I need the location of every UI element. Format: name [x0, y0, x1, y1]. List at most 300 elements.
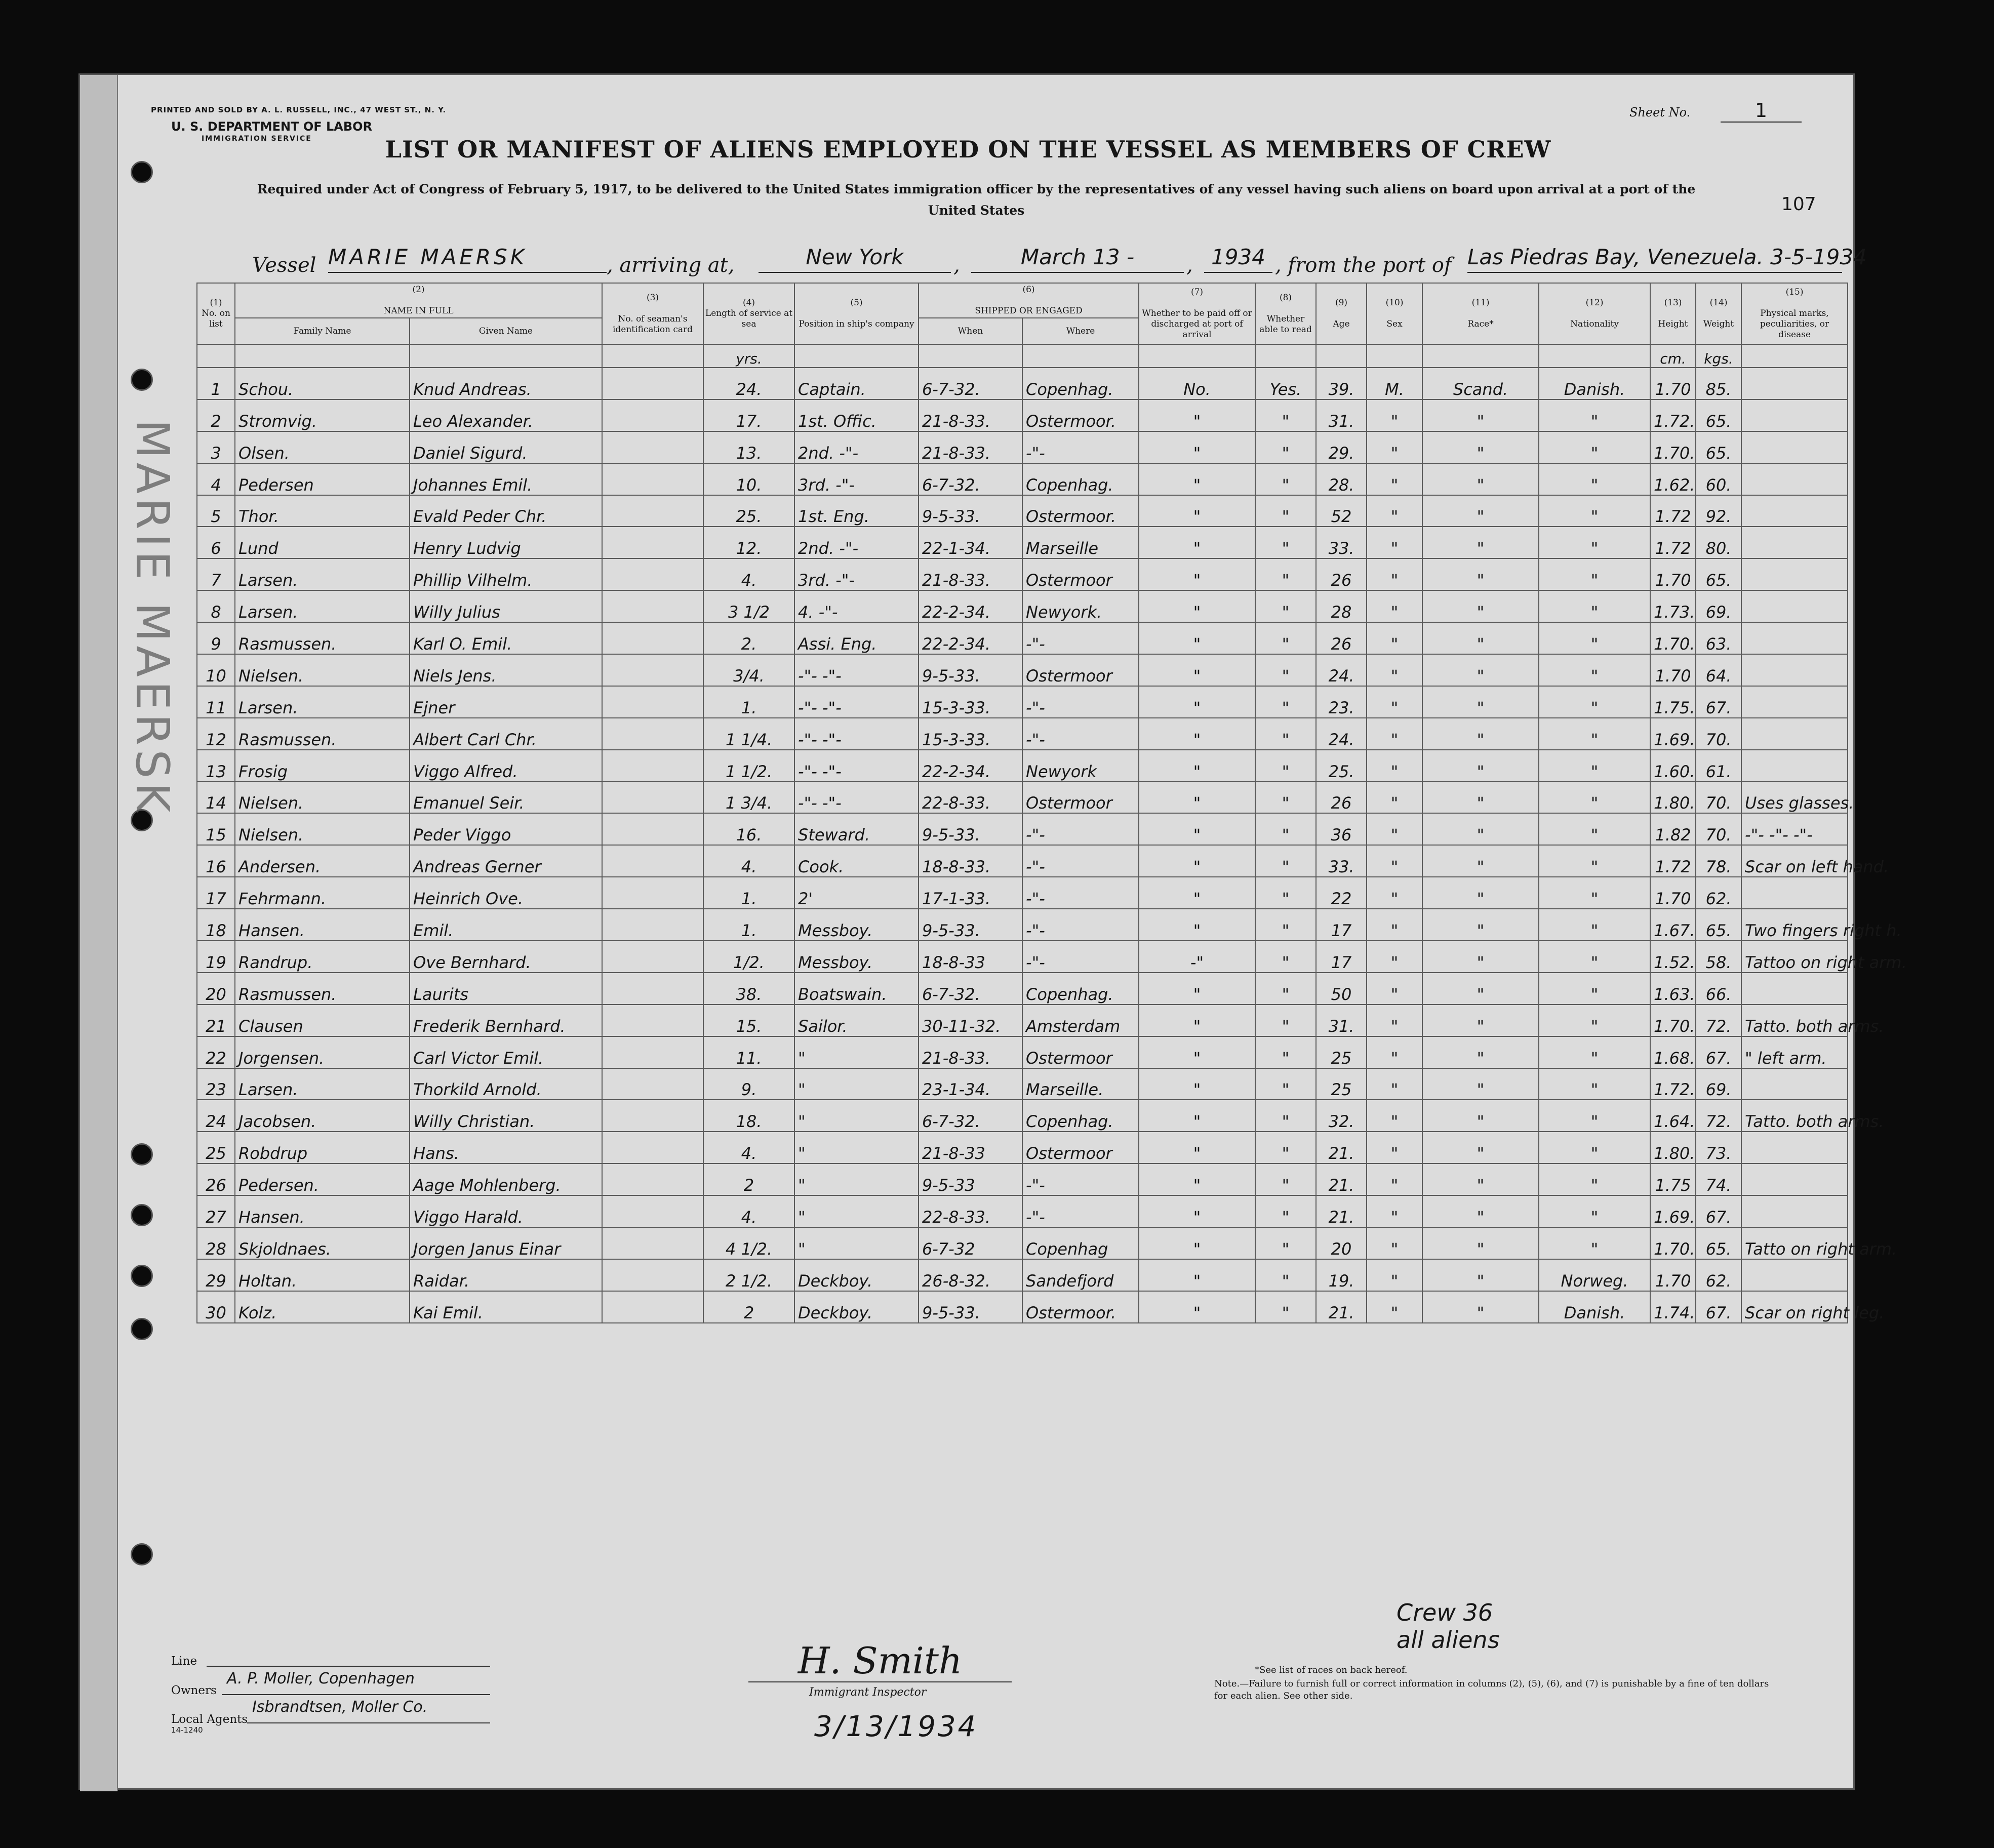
- punch-hole: [131, 369, 153, 391]
- crew-status: all aliens: [1397, 1626, 1500, 1654]
- able-to-read-cell: ": [1255, 399, 1316, 431]
- weight-unit: kgs.: [1696, 344, 1741, 368]
- paid-off-cell: ": [1139, 1132, 1255, 1163]
- sex-cell: ": [1367, 782, 1422, 814]
- arriving-port: New York: [759, 245, 951, 273]
- paid-off-cell: ": [1139, 431, 1255, 463]
- col-14-header: (14) Weight: [1696, 283, 1741, 344]
- shipped-when-cell: 26-8-32.: [919, 1259, 1022, 1291]
- units-cell: [1022, 344, 1139, 368]
- table-row: [197, 750, 1848, 782]
- height-cell: 1.52.: [1650, 941, 1696, 973]
- table-row: [197, 1036, 1848, 1068]
- table-row: [197, 558, 1848, 590]
- age-cell: 17: [1316, 909, 1367, 941]
- age-cell: 21.: [1316, 1291, 1367, 1323]
- nationality-cell: ": [1539, 1163, 1650, 1195]
- nationality-cell: ": [1539, 1195, 1650, 1227]
- col-9-header: (9) Age: [1316, 283, 1367, 344]
- table-row: [197, 782, 1848, 814]
- service-length-cell: 15.: [703, 1005, 794, 1036]
- age-cell: 32.: [1316, 1100, 1367, 1132]
- race-cell: ": [1422, 1259, 1539, 1291]
- weight-cell: 61.: [1696, 750, 1741, 782]
- height-cell: 1.64.: [1650, 1100, 1696, 1132]
- col-10-header: (10) Sex: [1367, 283, 1422, 344]
- weight-cell: 67.: [1696, 1036, 1741, 1068]
- position-cell: Boatswain.: [794, 973, 919, 1005]
- shipped-when-cell: 22-8-33.: [919, 1195, 1022, 1227]
- able-to-read-cell: ": [1255, 1259, 1316, 1291]
- units-cell: [410, 344, 602, 368]
- units-cell: [1741, 344, 1848, 368]
- shipped-when-cell: 18-8-33.: [919, 845, 1022, 877]
- id-card-cell: [602, 1100, 703, 1132]
- crew-table: [196, 283, 1907, 1323]
- able-to-read-cell: ": [1255, 1036, 1316, 1068]
- table-row: [197, 495, 1848, 527]
- units-cell: [1422, 344, 1539, 368]
- shipped-when-cell: 21-8-33: [919, 1132, 1022, 1163]
- id-card-cell: [602, 1259, 703, 1291]
- physical-marks-cell: [1741, 877, 1848, 909]
- service-length-cell: 25.: [703, 495, 794, 527]
- given-name-cell: Emil.: [410, 909, 602, 941]
- units-cell: [1255, 344, 1316, 368]
- id-card-cell: [602, 1068, 703, 1100]
- physical-marks-cell: [1741, 686, 1848, 718]
- service-length-cell: 1 3/4.: [703, 782, 794, 814]
- given-name-header: Given Name: [410, 318, 602, 344]
- sex-cell: ": [1367, 1132, 1422, 1163]
- sex-cell: ": [1367, 750, 1422, 782]
- height-cell: 1.70.: [1650, 622, 1696, 654]
- table-row: [197, 845, 1848, 877]
- nationality-cell: ": [1539, 718, 1650, 750]
- physical-marks-cell: [1741, 495, 1848, 527]
- family-name-cell: Nielsen.: [235, 813, 410, 845]
- row-number-cell: 15: [197, 813, 235, 845]
- able-to-read-cell: ": [1255, 1163, 1316, 1195]
- weight-cell: 69.: [1696, 1068, 1741, 1100]
- physical-marks-cell: [1741, 622, 1848, 654]
- family-name-cell: Olsen.: [235, 431, 410, 463]
- height-cell: 1.70.: [1650, 431, 1696, 463]
- race-cell: ": [1422, 463, 1539, 495]
- physical-marks-cell: [1741, 368, 1848, 399]
- given-name-cell: Willy Christian.: [410, 1100, 602, 1132]
- weight-cell: 69.: [1696, 590, 1741, 622]
- age-cell: 28: [1316, 590, 1367, 622]
- shipped-when-cell: 6-7-32: [919, 1227, 1022, 1259]
- given-name-cell: Niels Jens.: [410, 654, 602, 686]
- physical-marks-cell: -"- -"- -"-: [1741, 813, 1848, 845]
- weight-cell: 70.: [1696, 782, 1741, 814]
- table-row: [197, 1259, 1848, 1291]
- weight-cell: 67.: [1696, 686, 1741, 718]
- weight-cell: 80.: [1696, 527, 1741, 558]
- able-to-read-cell: ": [1255, 1195, 1316, 1227]
- nationality-cell: ": [1539, 1227, 1650, 1259]
- paid-off-cell: ": [1139, 654, 1255, 686]
- nationality-cell: ": [1539, 622, 1650, 654]
- position-cell: ": [794, 1195, 919, 1227]
- agents-label: Local Agents: [171, 1713, 248, 1726]
- nationality-cell: ": [1539, 495, 1650, 527]
- row-number-cell: 21: [197, 1005, 235, 1036]
- weight-cell: 60.: [1696, 463, 1741, 495]
- age-cell: 36: [1316, 813, 1367, 845]
- able-to-read-cell: ": [1255, 1132, 1316, 1163]
- physical-marks-cell: [1741, 750, 1848, 782]
- nationality-cell: ": [1539, 845, 1650, 877]
- physical-marks-cell: [1741, 1259, 1848, 1291]
- shipped-where-cell: Copenhag: [1022, 1227, 1139, 1259]
- shipped-when-cell: 9-5-33.: [919, 1291, 1022, 1323]
- position-cell: Messboy.: [794, 909, 919, 941]
- row-number-cell: 19: [197, 941, 235, 973]
- height-cell: 1.70: [1650, 877, 1696, 909]
- shipped-where-cell: Ostermoor: [1022, 1132, 1139, 1163]
- family-name-cell: Larsen.: [235, 686, 410, 718]
- col-2-header: (2) NAME IN FULL: [235, 283, 602, 318]
- sex-cell: ": [1367, 527, 1422, 558]
- given-name-cell: Peder Viggo: [410, 813, 602, 845]
- shipped-when-cell: 9-5-33: [919, 1163, 1022, 1195]
- units-cell: [1139, 344, 1255, 368]
- paid-off-cell: -": [1139, 941, 1255, 973]
- age-cell: 21.: [1316, 1163, 1367, 1195]
- age-cell: 39.: [1316, 368, 1367, 399]
- nationality-cell: ": [1539, 1132, 1650, 1163]
- able-to-read-cell: ": [1255, 686, 1316, 718]
- row-number-cell: 12: [197, 718, 235, 750]
- sex-cell: ": [1367, 654, 1422, 686]
- sex-cell: ": [1367, 622, 1422, 654]
- units-cell: [602, 344, 703, 368]
- age-cell: 29.: [1316, 431, 1367, 463]
- service-length-cell: 2.: [703, 622, 794, 654]
- table-row: [197, 813, 1848, 845]
- weight-cell: 66.: [1696, 973, 1741, 1005]
- height-cell: 1.80.: [1650, 1132, 1696, 1163]
- height-cell: 1.75.: [1650, 686, 1696, 718]
- col-6-header: (6) SHIPPED OR ENGAGED: [919, 283, 1139, 318]
- row-number-cell: 16: [197, 845, 235, 877]
- arrival-year: 1934: [1204, 245, 1272, 273]
- punch-hole: [131, 1543, 153, 1565]
- age-cell: 19.: [1316, 1259, 1367, 1291]
- age-cell: 25.: [1316, 750, 1367, 782]
- row-number-cell: 22: [197, 1036, 235, 1068]
- table-row: [197, 654, 1848, 686]
- table-row: [197, 686, 1848, 718]
- table-row: [197, 1068, 1848, 1100]
- shipped-where-cell: -"-: [1022, 941, 1139, 973]
- physical-marks-cell: [1741, 654, 1848, 686]
- shipped-when-cell: 22-2-34.: [919, 622, 1022, 654]
- position-cell: Assi. Eng.: [794, 622, 919, 654]
- given-name-cell: Jorgen Janus Einar: [410, 1227, 602, 1259]
- family-name-cell: Holtan.: [235, 1259, 410, 1291]
- height-cell: 1.72: [1650, 495, 1696, 527]
- shipped-when-cell: 6-7-32.: [919, 463, 1022, 495]
- paid-off-cell: ": [1139, 750, 1255, 782]
- inspector-title: Immigrant Inspector: [809, 1686, 927, 1699]
- race-cell: ": [1422, 495, 1539, 527]
- id-card-cell: [602, 973, 703, 1005]
- id-card-cell: [602, 1291, 703, 1323]
- position-cell: -"- -"-: [794, 686, 919, 718]
- shipped-where-cell: Ostermoor: [1022, 1036, 1139, 1068]
- paid-off-cell: No.: [1139, 368, 1255, 399]
- sex-cell: ": [1367, 1163, 1422, 1195]
- able-to-read-cell: ": [1255, 654, 1316, 686]
- sex-cell: ": [1367, 909, 1422, 941]
- weight-cell: 62.: [1696, 877, 1741, 909]
- shipped-when-cell: 22-2-34.: [919, 750, 1022, 782]
- inspection-date: 3/13/1934: [814, 1710, 978, 1743]
- id-card-cell: [602, 1163, 703, 1195]
- row-number-cell: 29: [197, 1259, 235, 1291]
- sex-cell: ": [1367, 941, 1422, 973]
- height-cell: 1.68.: [1650, 1036, 1696, 1068]
- weight-cell: 67.: [1696, 1195, 1741, 1227]
- age-cell: 25: [1316, 1036, 1367, 1068]
- row-number-cell: 17: [197, 877, 235, 909]
- row-number-cell: 28: [197, 1227, 235, 1259]
- paid-off-cell: ": [1139, 527, 1255, 558]
- punch-hole: [131, 1204, 153, 1226]
- physical-marks-cell: [1741, 431, 1848, 463]
- physical-marks-cell: [1741, 558, 1848, 590]
- able-to-read-cell: ": [1255, 1100, 1316, 1132]
- shipped-where-cell: Newyork: [1022, 750, 1139, 782]
- family-name-cell: Lund: [235, 527, 410, 558]
- given-name-cell: Raidar.: [410, 1259, 602, 1291]
- family-name-cell: Fehrmann.: [235, 877, 410, 909]
- nationality-cell: ": [1539, 782, 1650, 814]
- shipped-when-cell: 9-5-33.: [919, 909, 1022, 941]
- physical-marks-cell: [1741, 1132, 1848, 1163]
- position-cell: 2nd. -"-: [794, 431, 919, 463]
- service-length-cell: 2 1/2.: [703, 1259, 794, 1291]
- form-number: 14-1240: [171, 1725, 203, 1735]
- height-cell: 1.74.: [1650, 1291, 1696, 1323]
- service-length-cell: 1 1/4.: [703, 718, 794, 750]
- id-card-cell: [602, 782, 703, 814]
- row-number-cell: 14: [197, 782, 235, 814]
- shipped-where-cell: Ostermoor: [1022, 782, 1139, 814]
- nationality-cell: ": [1539, 941, 1650, 973]
- family-name-cell: Schou.: [235, 368, 410, 399]
- row-number-cell: 5: [197, 495, 235, 527]
- age-cell: 31.: [1316, 1005, 1367, 1036]
- row-number-cell: 6: [197, 527, 235, 558]
- shipped-when-cell: 6-7-32.: [919, 973, 1022, 1005]
- shipped-when-cell: 21-8-33.: [919, 1036, 1022, 1068]
- paid-off-cell: ": [1139, 718, 1255, 750]
- race-cell: ": [1422, 590, 1539, 622]
- row-number-cell: 11: [197, 686, 235, 718]
- shipped-when-cell: 9-5-33.: [919, 654, 1022, 686]
- shipped-where-cell: Newyork.: [1022, 590, 1139, 622]
- family-name-cell: Nielsen.: [235, 654, 410, 686]
- able-to-read-cell: ": [1255, 877, 1316, 909]
- given-name-cell: Viggo Harald.: [410, 1195, 602, 1227]
- owners-value: A. P. Moller, Copenhagen: [222, 1670, 490, 1695]
- height-cell: 1.72: [1650, 845, 1696, 877]
- row-number-cell: 2: [197, 399, 235, 431]
- shipped-where-cell: Ostermoor.: [1022, 399, 1139, 431]
- table-row: [197, 368, 1848, 399]
- row-number-cell: 9: [197, 622, 235, 654]
- shipped-when-cell: 22-1-34.: [919, 527, 1022, 558]
- weight-cell: 70.: [1696, 813, 1741, 845]
- position-cell: Deckboy.: [794, 1291, 919, 1323]
- shipped-where-cell: Marseille.: [1022, 1068, 1139, 1100]
- physical-marks-cell: [1741, 399, 1848, 431]
- able-to-read-cell: ": [1255, 1068, 1316, 1100]
- crew-count: Crew 36: [1397, 1599, 1493, 1626]
- age-cell: 21.: [1316, 1132, 1367, 1163]
- table-row: [197, 1100, 1848, 1132]
- row-number-cell: 7: [197, 558, 235, 590]
- race-cell: ": [1422, 558, 1539, 590]
- printer-note: PRINTED AND SOLD BY A. L. RUSSELL, INC., 47 WEST ST., N. Y.: [151, 105, 447, 114]
- position-cell: 2': [794, 877, 919, 909]
- position-cell: ": [794, 1100, 919, 1132]
- id-card-cell: [602, 590, 703, 622]
- shipped-where-cell: -"-: [1022, 622, 1139, 654]
- sex-cell: ": [1367, 1227, 1422, 1259]
- age-cell: 31.: [1316, 399, 1367, 431]
- given-name-cell: Aage Mohlenberg.: [410, 1163, 602, 1195]
- table-row: [197, 718, 1848, 750]
- nationality-cell: ": [1539, 463, 1650, 495]
- col-5-header: (5) Position in ship's company: [794, 283, 919, 344]
- race-cell: ": [1422, 845, 1539, 877]
- weight-cell: 62.: [1696, 1259, 1741, 1291]
- id-card-cell: [602, 877, 703, 909]
- height-cell: 1.67.: [1650, 909, 1696, 941]
- stamp-number: 107: [1781, 194, 1816, 215]
- paid-off-cell: ": [1139, 973, 1255, 1005]
- nationality-cell: ": [1539, 1068, 1650, 1100]
- race-cell: ": [1422, 399, 1539, 431]
- id-card-cell: [602, 495, 703, 527]
- weight-cell: 85.: [1696, 368, 1741, 399]
- crew-table-body: [197, 344, 1907, 1323]
- given-name-cell: Carl Victor Emil.: [410, 1036, 602, 1068]
- id-card-cell: [602, 1227, 703, 1259]
- physical-marks-cell: [1741, 718, 1848, 750]
- age-cell: 50: [1316, 973, 1367, 1005]
- shipped-where-cell: Marseille: [1022, 527, 1139, 558]
- age-cell: 26: [1316, 782, 1367, 814]
- owners-label: Owners: [171, 1684, 217, 1697]
- paid-off-cell: ": [1139, 1100, 1255, 1132]
- arriving-label: , arriving at,: [607, 254, 735, 277]
- nationality-cell: ": [1539, 1005, 1650, 1036]
- inspector-signature: H. Smith: [748, 1639, 1012, 1682]
- row-number-cell: 18: [197, 909, 235, 941]
- service-length-cell: 3/4.: [703, 654, 794, 686]
- paid-off-cell: ": [1139, 909, 1255, 941]
- sex-cell: ": [1367, 1068, 1422, 1100]
- height-cell: 1.72.: [1650, 1068, 1696, 1100]
- shipped-when-cell: 23-1-34.: [919, 1068, 1022, 1100]
- shipped-when-cell: 22-8-33.: [919, 782, 1022, 814]
- paid-off-cell: ": [1139, 1227, 1255, 1259]
- shipped-when-cell: 21-8-33.: [919, 431, 1022, 463]
- physical-marks-cell: Scar on right leg.: [1741, 1291, 1848, 1323]
- able-to-read-cell: ": [1255, 495, 1316, 527]
- race-cell: ": [1422, 718, 1539, 750]
- height-unit: cm.: [1650, 344, 1696, 368]
- position-cell: Captain.: [794, 368, 919, 399]
- family-name-cell: Kolz.: [235, 1291, 410, 1323]
- units-cell: [919, 344, 1022, 368]
- from-port: Las Piedras Bay, Venezuela. 3-5-1934: [1467, 245, 1842, 273]
- sex-cell: ": [1367, 973, 1422, 1005]
- weight-cell: 67.: [1696, 1291, 1741, 1323]
- family-name-cell: Rasmussen.: [235, 622, 410, 654]
- family-name-cell: Randrup.: [235, 941, 410, 973]
- table-row: [197, 909, 1848, 941]
- service-length-cell: 4 1/2.: [703, 1227, 794, 1259]
- col-4-header: (4) Length of service at sea: [703, 283, 794, 344]
- id-card-cell: [602, 718, 703, 750]
- age-cell: 28.: [1316, 463, 1367, 495]
- position-cell: Messboy.: [794, 941, 919, 973]
- able-to-read-cell: ": [1255, 527, 1316, 558]
- service-length-cell: 13.: [703, 431, 794, 463]
- able-to-read-cell: ": [1255, 1291, 1316, 1323]
- position-cell: ": [794, 1068, 919, 1100]
- position-cell: ": [794, 1227, 919, 1259]
- shipped-where-cell: Amsterdam: [1022, 1005, 1139, 1036]
- nationality-cell: Danish.: [1539, 368, 1650, 399]
- given-name-cell: Henry Ludvig: [410, 527, 602, 558]
- age-cell: 22: [1316, 877, 1367, 909]
- id-card-cell: [602, 527, 703, 558]
- family-name-header: Family Name: [235, 318, 410, 344]
- family-name-cell: Larsen.: [235, 558, 410, 590]
- physical-marks-cell: Scar on left hand.: [1741, 845, 1848, 877]
- height-cell: 1.60.: [1650, 750, 1696, 782]
- service-length-cell: 4.: [703, 845, 794, 877]
- family-name-cell: Skjoldnaes.: [235, 1227, 410, 1259]
- weight-cell: 65.: [1696, 431, 1741, 463]
- comma-label: ,: [1186, 254, 1193, 277]
- race-cell: ": [1422, 750, 1539, 782]
- shipped-where-cell: -"-: [1022, 718, 1139, 750]
- height-cell: 1.63.: [1650, 973, 1696, 1005]
- nationality-cell: ": [1539, 1036, 1650, 1068]
- nationality-cell: ": [1539, 750, 1650, 782]
- able-to-read-cell: ": [1255, 431, 1316, 463]
- physical-marks-cell: [1741, 1163, 1848, 1195]
- position-cell: 1st. Offic.: [794, 399, 919, 431]
- paid-off-cell: ": [1139, 1291, 1255, 1323]
- weight-cell: 72.: [1696, 1100, 1741, 1132]
- from-label: , from the port of: [1275, 254, 1452, 277]
- sex-cell: ": [1367, 1195, 1422, 1227]
- nationality-cell: ": [1539, 527, 1650, 558]
- sex-cell: ": [1367, 813, 1422, 845]
- sex-cell: ": [1367, 845, 1422, 877]
